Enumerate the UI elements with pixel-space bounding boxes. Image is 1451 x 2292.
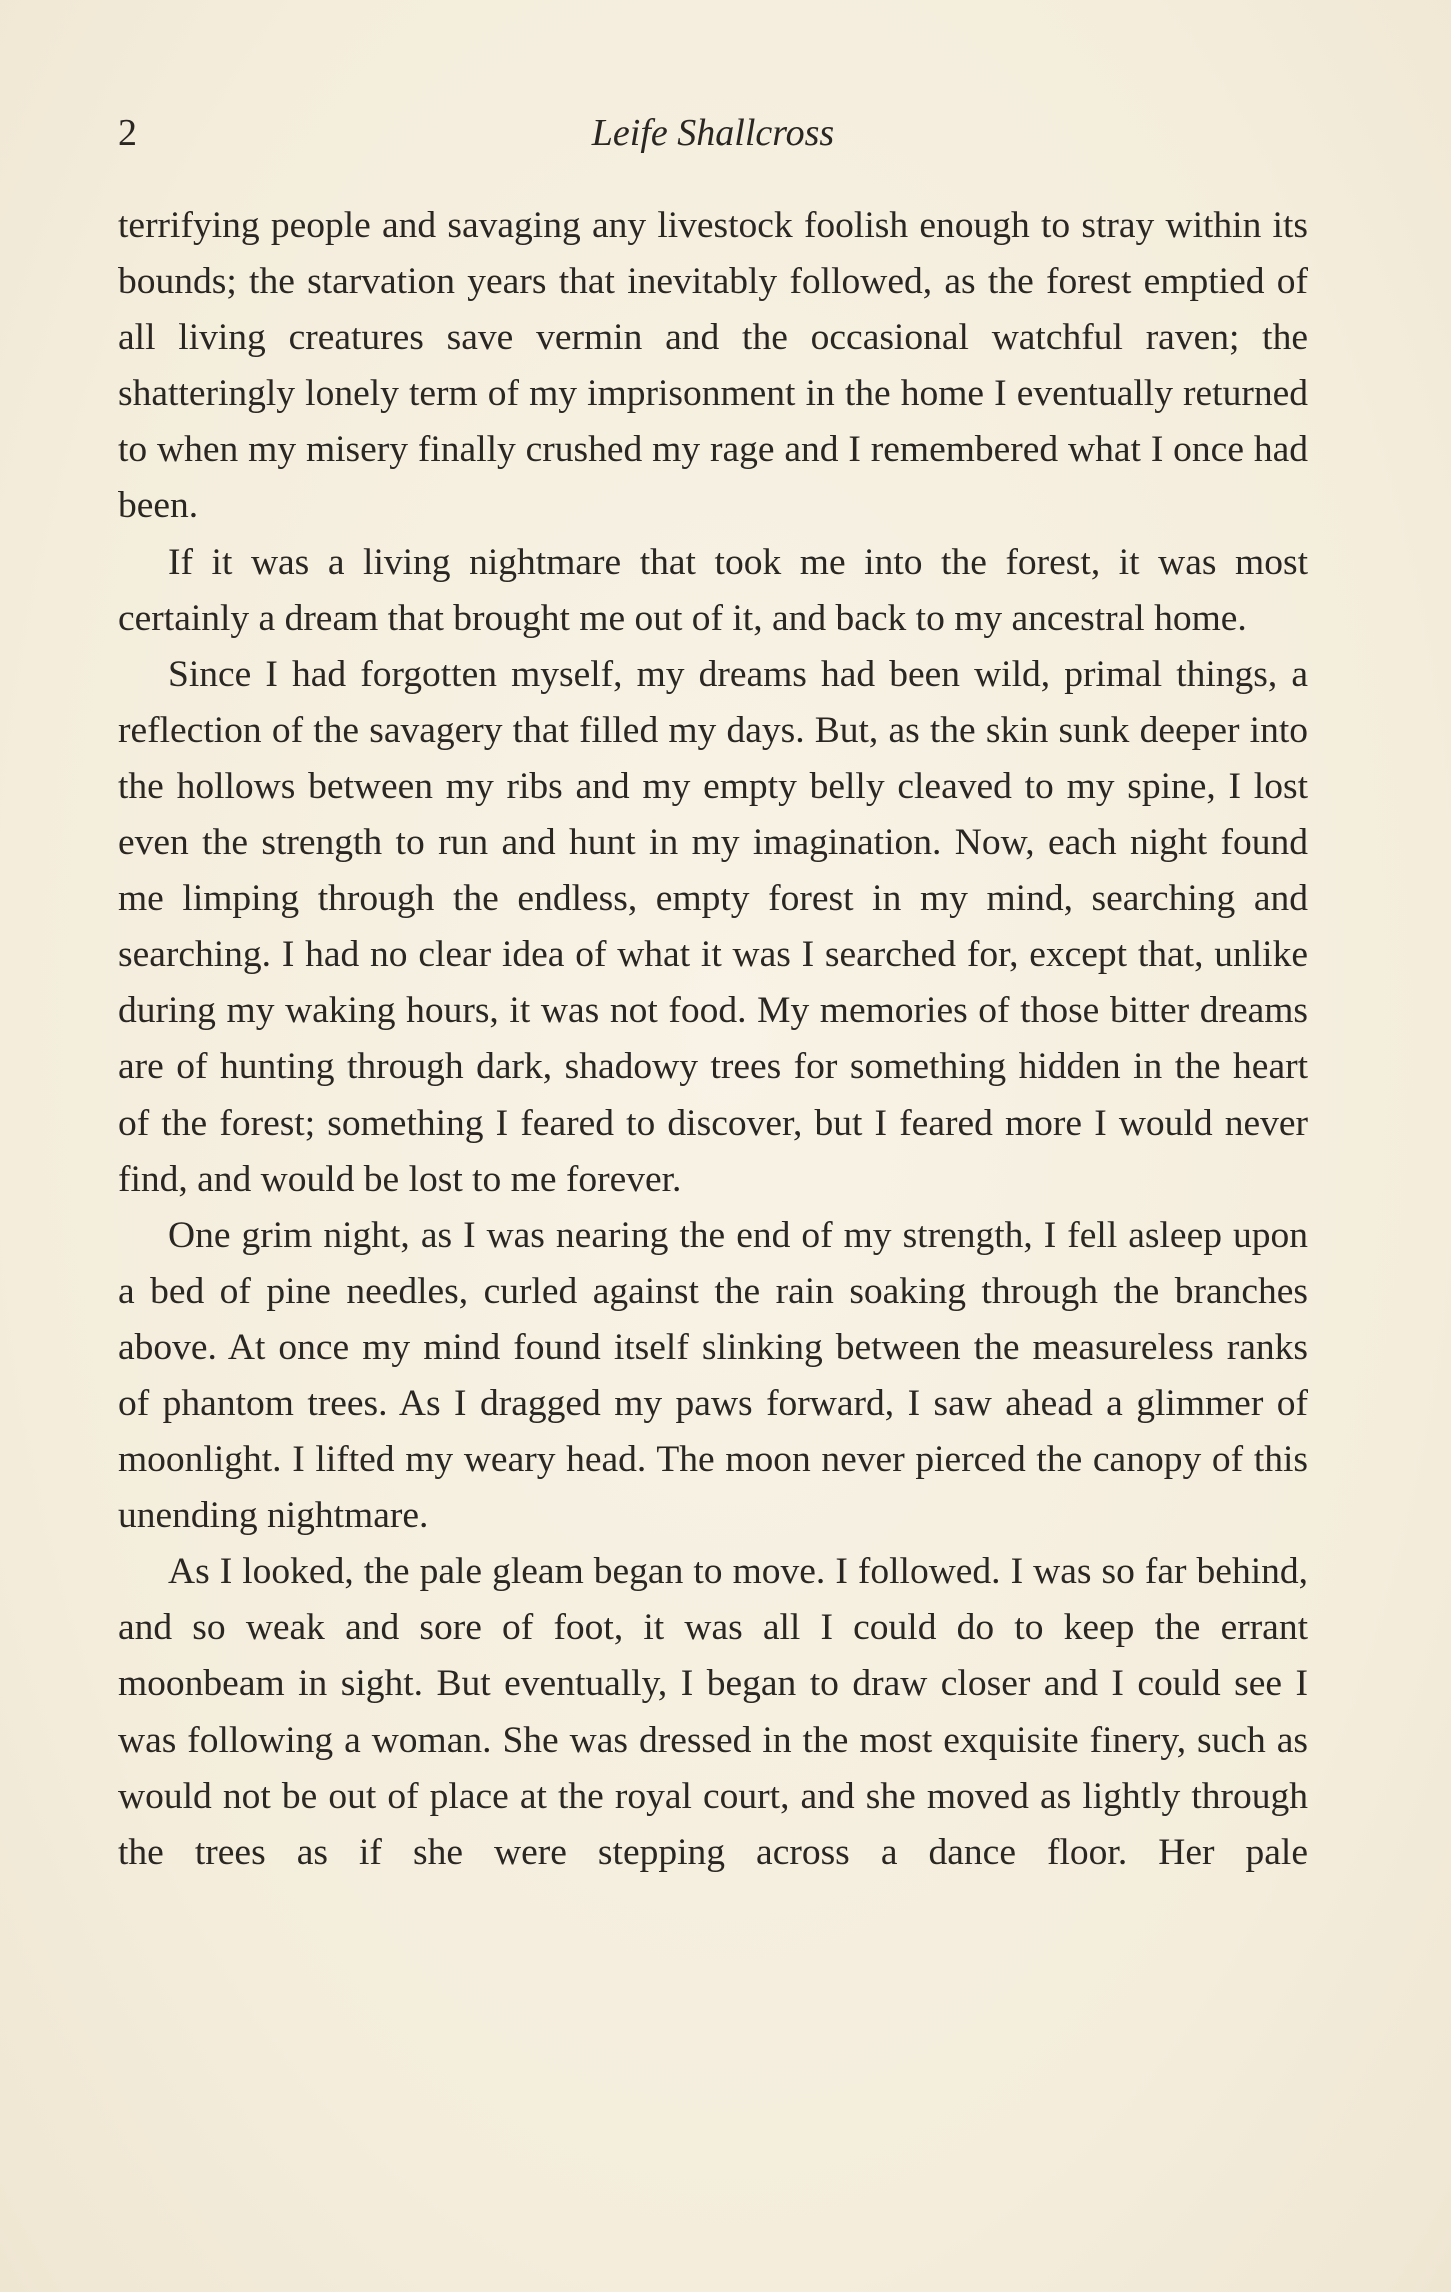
author-running-title: Leife Shallcross — [591, 112, 835, 154]
paragraph: terrifying people and savaging any livestock foolish enough to stray within its bounds; the starvation years that inevitably followed, as the forest emptied of all living creatures save vermin and the occasional watchful raven; the shatteringly lonely term of my imprisonment in the home I eventually returned to when my misery finally crushed my rage and I remembered what I once had been. — [118, 205, 1308, 527]
running-header — [118, 108, 1308, 158]
body-text — [118, 198, 1308, 1881]
paragraph: One grim night, as I was nearing the end of my strength, I fell asleep upon a bed of pine needles, curled against the rain soaking through the branches above. At once my mind found itself slinking between the measureless ranks of phantom trees. As I dragged my paws forward, I saw ahead a glimmer of moonlight. I lifted my weary head. The moon never pierced the canopy of this unending nightmare. — [118, 1214, 1308, 1537]
paragraph: As I looked, the pale gleam began to move. I followed. I was so far behind, and so weak and sore of foot, it was all I could do to keep the errant moonbeam in sight. But eventually, I began to draw closer and I could see I was following a woman. She was dressed in the most exquisite finery, such as would not be out of place at the royal court, and she moved as lightly through the trees as if she were stepping across a dance floor. Her pale — [118, 1551, 1308, 1873]
paragraph: Since I had forgotten myself, my dreams had been wild, primal things, a reflection of the savagery that filled my days. But, as the skin sunk deeper into the hollows between my ribs and my empty belly cleaved to my spine, I lost even the strength to run and hunt in my imagination. Now, each night found me limping through the endless, empty forest in my mind, searching and searching. I had no clear idea of what it was I searched for, except that, unlike during my waking hours, it was not food. My memories of those bitter dreams are of hunting through dark, shadowy trees for something hidden in the heart of the forest; something I feared to discover, but I feared more I would never find, and would be lost to me forever. — [118, 653, 1308, 1200]
page-number: 2 — [118, 112, 137, 154]
paragraph: If it was a living nightmare that took me into the forest, it was most certainly a dream that brought me out of it, and back to my ancestral home. — [118, 541, 1308, 639]
